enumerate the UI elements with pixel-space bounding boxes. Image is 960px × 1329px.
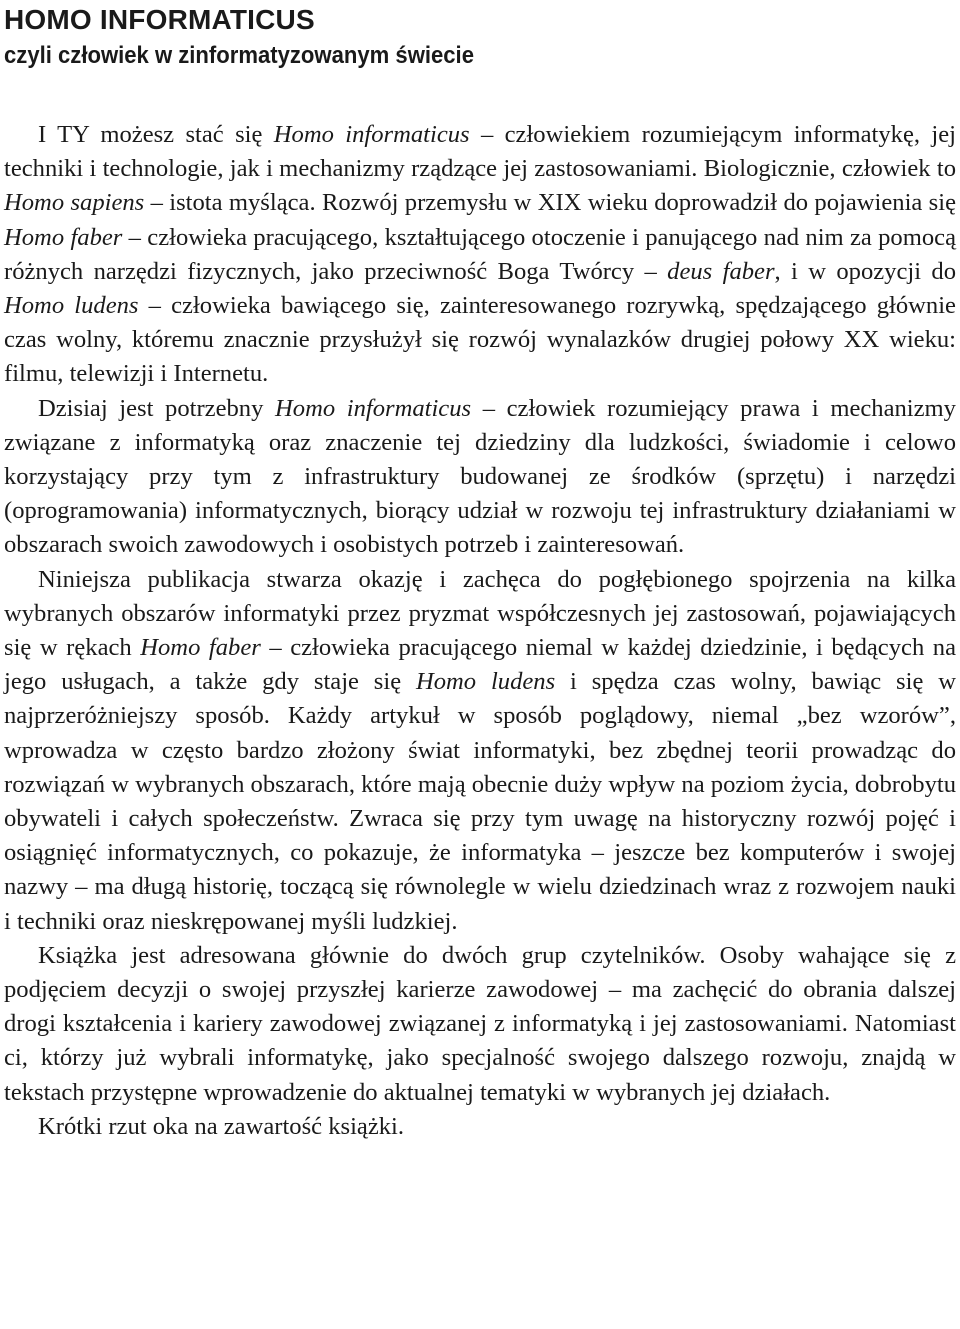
paragraph [4,563,956,939]
italic-term: Homo faber [140,634,261,662]
paragraph [4,939,956,1110]
text-run: Książka jest adresowana głównie do dwóch grup czytelników. Osoby wahające się z podjęciem decyzji o swojej przyszłej karierze zawodowej – ma zachęcić do obrania dalszej drogi kształcenia i kariery zawodowej związanej z informatyką i jej zastosowaniami. Natomiast ci, którzy już wybrali informatykę, jako specjalność swojego dalszego rozwoju, znajdą w tekstach przystępne wprowadzenie do aktualnej tematyki w wybranych jej działach. [4,941,956,1106]
text-run: – człowiekiem rozumiejącym informatykę, jej techniki i technologie, jak i mechanizmy rządzące jej zastosowaniami. Biologicznie, człowiek to [4,121,956,183]
text-run: – człowiek rozumiejący prawa i mechanizmy związane z informatyką oraz znaczenie tej dziedziny dla ludzkości, świadomie i celowo korzystający przy tym z infrastruktury budowanej ze środków (sprzętu) i narzędzi (oprogramowania) informatycznych, biorący udział w rozwoju tej infrastruktury działaniami w obszarach swoich zawodowych i osobistych potrzeb i zainteresowań. [4,394,956,559]
italic-term: Homo informaticus [275,394,472,422]
italic-term: Homo ludens [415,668,556,696]
italic-term: deus faber [667,257,775,285]
text-run: Krótki rzut oka na zawartość książki. [38,1112,405,1140]
text-run: i spędza czas wolny, bawiąc się w najprzeróżniejszy sposób. Każdy artykuł w sposób poglądowy, niemal „bez wzorów”, wprowadza w często bardzo złożony świat informatyki, bez zbędnej teorii prowadząc do rozwiązań w wybranych obszarach, które mają obecnie duży wpływ na poziom życia, dobrobytu obywateli i całych społeczeństw. Zwraca się przy tym uwagę na historyczny rozwój pojęć i osiągnięć informatycznych, co pokazuje, że informatyka – jeszcze bez komputerów i swojej nazwy – ma długą historię, toczącą się równolegle w wielu dziedzinach wraz z rozwojem nauki i techniki oraz nieskrępowanej myśli ludzkiej. [4,668,956,935]
text-run: , i w opozycji do [774,257,956,285]
text-run: – człowieka pracującego niemal w każdej dziedzinie, i będących na jego usługach, a także gdy staje się [4,634,956,696]
text-run: I TY możesz stać się [38,121,274,148]
paragraph [4,392,956,563]
italic-term: Homo ludens [4,292,139,320]
paragraph [4,118,956,392]
italic-term: Homo faber [4,223,123,251]
text-run: – istota myśląca. Rozwój przemysłu w XIX wieku doprowadził do pojawienia się [144,189,956,217]
text-run: – człowieka bawiącego się, zainteresowanego rozrywką, spędzającego głównie czas wolny, któremu znacznie przysłużył się rozwój wynalazków drugiej połowy XX wieku: filmu, telewizji i Internetu. [4,292,956,388]
italic-term: Homo informaticus [273,121,470,148]
page-subtitle: czyli człowiek w zinformatyzowanym świecie [4,42,474,69]
text-run: Dzisiaj jest potrzebny [38,394,276,422]
text-run: – człowieka pracującego, kształtującego otoczenie i panującego nad nim za pomocą różnych narzędzi fizycznych, jako przeciwność Boga Twórcy – [4,223,956,285]
italic-term: Homo sapiens [4,189,145,217]
paragraph [4,1110,956,1144]
page-title: HOMO INFORMATICUS [4,4,315,35]
text-run: Niniejsza publikacja stwarza okazję i zachęca do pogłębionego spojrzenia na kilka wybranych obszarów informatyki przez pryzmat współczesnych jej zastosowań, pojawiających się w rękach [4,565,956,662]
document-page [0,2,960,1329]
body-text [4,118,956,1144]
